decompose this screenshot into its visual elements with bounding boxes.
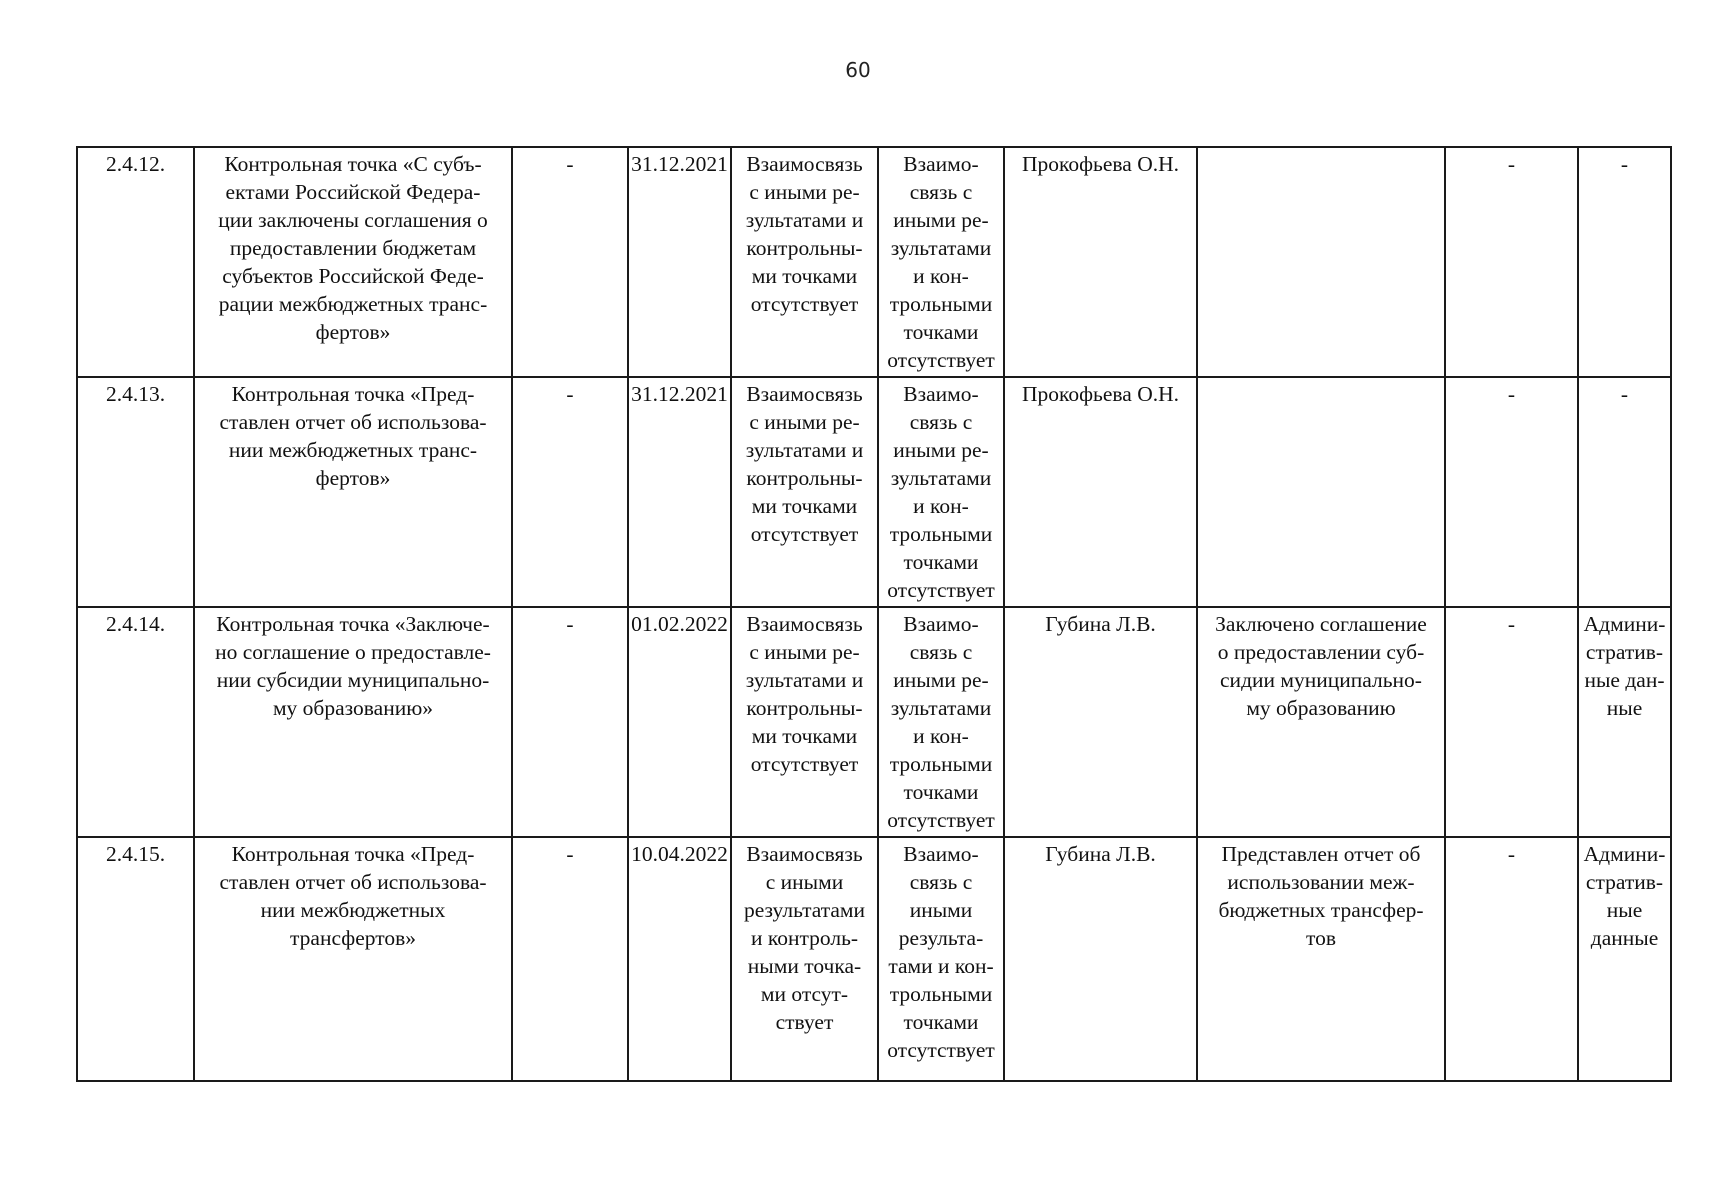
end-date-cell xyxy=(628,607,731,837)
cell-text-line: тами и кон- xyxy=(888,954,994,978)
cell-text-line: зультатами и xyxy=(745,668,864,692)
cell-text-line: точками xyxy=(903,320,979,344)
cell-text-line: отсутствует xyxy=(887,578,995,602)
cell-text-line: трольными xyxy=(889,292,993,316)
table-row xyxy=(77,147,1671,377)
cell-text-line: Взаимосвязь xyxy=(746,382,863,406)
cell-text-line: и кон- xyxy=(913,264,969,288)
cell-text: - xyxy=(1507,842,1516,866)
cell-text-line: иными ре- xyxy=(893,668,989,692)
cell-text: 10.04.2022 xyxy=(631,842,728,866)
page-number: 60 xyxy=(845,58,871,82)
document-cell xyxy=(1445,377,1578,607)
responsible-person-cell xyxy=(1004,377,1197,607)
document-cell xyxy=(1445,147,1578,377)
info-system-cell xyxy=(1578,147,1671,377)
cell-text: - xyxy=(566,152,574,176)
cell-text: 2.4.12. xyxy=(105,152,166,176)
cell-text-line: ми точками xyxy=(751,494,858,518)
cell-text: Прокофьева О.Н. xyxy=(1022,382,1179,406)
predecessor-relation-cell xyxy=(731,377,878,607)
predecessor-relation-cell xyxy=(731,147,878,377)
successor-relation-cell xyxy=(878,377,1004,607)
cell-text-line: стратив- xyxy=(1585,870,1664,894)
cell-text-line: но соглашение о предоставле- xyxy=(215,640,491,664)
cell-text: - xyxy=(566,382,574,406)
cell-text-line: с иными ре- xyxy=(749,410,860,434)
cell-text-line: Заключено соглашение xyxy=(1215,612,1427,636)
successor-relation-cell xyxy=(878,607,1004,837)
cell-text-line: использовании меж- xyxy=(1227,870,1415,894)
cell-text-line: Взаимосвязь xyxy=(746,612,863,636)
cell-text-line: фертов» xyxy=(315,466,391,490)
cell-text-line: отсутствует xyxy=(887,808,995,832)
document-cell xyxy=(1445,837,1578,1081)
cell-text-line: с иными ре- xyxy=(749,640,860,664)
cell-text-line: Админи- xyxy=(1583,612,1666,636)
cell-text-line: ставлен отчет об использова- xyxy=(219,410,487,434)
table-row xyxy=(77,837,1671,1081)
cell-text-line: Контрольная точка «Заключе- xyxy=(216,612,490,636)
cell-text: 31.12.2021 xyxy=(631,382,728,406)
cell-text-line: ные дан- xyxy=(1584,668,1665,692)
cell-text-line: ми точками xyxy=(751,264,858,288)
row-number-cell xyxy=(77,837,194,1081)
cell-text-line: - xyxy=(1620,152,1629,176)
result-description-cell xyxy=(1197,607,1445,837)
responsible-person-cell xyxy=(1004,607,1197,837)
cell-text-line: Контрольная точка «Пред- xyxy=(231,842,475,866)
cell-text-line: нии субсидии муниципально- xyxy=(216,668,490,692)
cell-text-line: нии межбюджетных транс- xyxy=(228,438,478,462)
cell-text-line: Взаимосвязь xyxy=(746,152,863,176)
cell-text-line: Взаимосвязь xyxy=(746,842,863,866)
cell-text-line: зультатами xyxy=(890,696,992,720)
cell-text-line: - xyxy=(1620,382,1629,406)
cell-text-line: ми отсут- xyxy=(760,982,849,1006)
cell-text-line: стратив- xyxy=(1585,640,1664,664)
successor-relation-cell xyxy=(878,837,1004,1081)
cell-text-line: связь с xyxy=(909,410,973,434)
predecessor-relation-cell xyxy=(731,607,878,837)
table-row xyxy=(77,607,1671,837)
cell-text-line: Взаимо- xyxy=(903,612,979,636)
cell-text-line: иными xyxy=(909,898,973,922)
cell-text-line: контрольны- xyxy=(746,236,863,260)
cell-text-line: точками xyxy=(903,550,979,574)
cell-text: - xyxy=(1507,612,1516,636)
start-date-cell xyxy=(512,607,628,837)
cell-text: Губина Л.В. xyxy=(1045,612,1156,636)
cell-text: 2.4.15. xyxy=(105,842,166,866)
cell-text-line: му образованию xyxy=(1246,696,1396,720)
cell-text-line: ставлен отчет об использова- xyxy=(219,870,487,894)
cell-text-line: тов xyxy=(1305,926,1336,950)
cell-text-line: связь с xyxy=(909,870,973,894)
cell-text-line: иными ре- xyxy=(893,438,989,462)
cell-text-line: связь с xyxy=(909,180,973,204)
cell-text-line: точками xyxy=(903,780,979,804)
cell-text-line: трольными xyxy=(889,752,993,776)
row-number-cell xyxy=(77,607,194,837)
cell-text: 2.4.13. xyxy=(105,382,166,406)
info-system-cell xyxy=(1578,377,1671,607)
cell-text-line: точками xyxy=(903,1010,979,1034)
end-date-cell xyxy=(628,377,731,607)
control-point-name-cell xyxy=(194,607,512,837)
cell-text-line: зультатами xyxy=(890,466,992,490)
cell-text-line: ми точками xyxy=(751,724,858,748)
cell-text-line: му образованию» xyxy=(272,696,434,720)
cell-text-line: отсутствует xyxy=(750,522,859,546)
predecessor-relation-cell xyxy=(731,837,878,1081)
cell-text-line: Админи- xyxy=(1583,842,1666,866)
cell-text-line: результа- xyxy=(898,926,984,950)
cell-text-line: нии межбюджетных xyxy=(260,898,446,922)
control-points-table xyxy=(76,146,1672,1082)
cell-text-line: иными ре- xyxy=(893,208,989,232)
cell-text-line: и кон- xyxy=(913,494,969,518)
cell-text-line: отсутствует xyxy=(887,348,995,372)
cell-text: - xyxy=(566,842,574,866)
cell-text-line: Взаимо- xyxy=(903,842,979,866)
cell-text-line: трольными xyxy=(889,982,993,1006)
cell-text: - xyxy=(1507,382,1516,406)
cell-text-line: контрольны- xyxy=(746,696,863,720)
result-description-cell xyxy=(1197,147,1445,377)
successor-relation-cell xyxy=(878,147,1004,377)
cell-text-line: трансфертов» xyxy=(290,926,416,950)
control-point-name-cell xyxy=(194,837,512,1081)
cell-text-line: бюджетных трансфер- xyxy=(1218,898,1424,922)
cell-text: Губина Л.В. xyxy=(1045,842,1156,866)
cell-text-line: Контрольная точка «Пред- xyxy=(231,382,475,406)
cell-text-line: Взаимо- xyxy=(903,382,979,406)
cell-text-line: и кон- xyxy=(913,724,969,748)
cell-text-line: сидии муниципально- xyxy=(1220,668,1422,692)
start-date-cell xyxy=(512,377,628,607)
control-point-name-cell xyxy=(194,147,512,377)
cell-text-line: ные xyxy=(1606,696,1643,720)
cell-text-line: и контроль- xyxy=(750,926,859,950)
cell-text-line: данные xyxy=(1590,926,1659,950)
cell-text: Прокофьева О.Н. xyxy=(1022,152,1179,176)
cell-text-line: рации межбюджетных транс- xyxy=(218,292,488,316)
document-cell xyxy=(1445,607,1578,837)
row-number-cell xyxy=(77,147,194,377)
table-row xyxy=(77,377,1671,607)
result-description-cell xyxy=(1197,377,1445,607)
cell-text-line: отсутствует xyxy=(750,292,859,316)
info-system-cell xyxy=(1578,607,1671,837)
cell-text-line: отсутствует xyxy=(750,752,859,776)
row-number-cell xyxy=(77,377,194,607)
cell-text-line: с иными ре- xyxy=(749,180,860,204)
cell-text: 2.4.14. xyxy=(105,612,166,636)
cell-text-line: Представлен отчет об xyxy=(1221,842,1421,866)
cell-text-line: зультатами и xyxy=(745,208,864,232)
cell-text-line: с иными xyxy=(765,870,844,894)
result-description-cell xyxy=(1197,837,1445,1081)
info-system-cell xyxy=(1578,837,1671,1081)
cell-text-line: Взаимо- xyxy=(903,152,979,176)
responsible-person-cell xyxy=(1004,837,1197,1081)
cell-text-line: ектами Российской Федера- xyxy=(225,180,481,204)
cell-text-line: предоставлении бюджетам xyxy=(229,236,477,260)
cell-text-line: ствует xyxy=(775,1010,834,1034)
cell-text-line: о предоставлении суб- xyxy=(1217,640,1425,664)
cell-text-line: трольными xyxy=(889,522,993,546)
cell-text-line: результатами xyxy=(743,898,866,922)
responsible-person-cell xyxy=(1004,147,1197,377)
start-date-cell xyxy=(512,837,628,1081)
cell-text-line: Контрольная точка «С субъ- xyxy=(224,152,482,176)
cell-text-line: контрольны- xyxy=(746,466,863,490)
cell-text: - xyxy=(1507,152,1516,176)
cell-text: 01.02.2022 xyxy=(631,612,728,636)
cell-text: 31.12.2021 xyxy=(631,152,728,176)
cell-text-line: ции заключены соглашения о xyxy=(218,208,488,232)
cell-text-line: ные xyxy=(1606,898,1643,922)
cell-text-line: субъектов Российской Феде- xyxy=(222,264,484,288)
cell-text: - xyxy=(566,612,574,636)
start-date-cell xyxy=(512,147,628,377)
control-point-name-cell xyxy=(194,377,512,607)
cell-text-line: связь с xyxy=(909,640,973,664)
end-date-cell xyxy=(628,837,731,1081)
cell-text-line: фертов» xyxy=(315,320,391,344)
cell-text-line: отсутствует xyxy=(887,1038,995,1062)
end-date-cell xyxy=(628,147,731,377)
cell-text-line: зультатами и xyxy=(745,438,864,462)
cell-text-line: ными точка- xyxy=(747,954,862,978)
cell-text-line: зультатами xyxy=(890,236,992,260)
